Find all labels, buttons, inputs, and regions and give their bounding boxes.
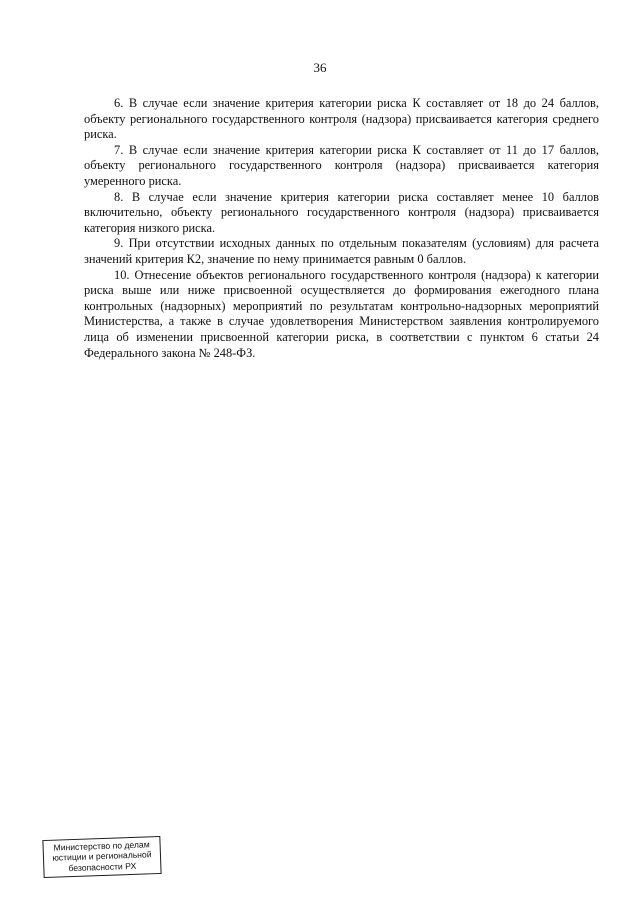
- stamp-line: безопасности РХ: [68, 860, 137, 873]
- document-body: [84, 96, 599, 361]
- paragraph-9: 9. При отсутствии исходных данных по отдельным показателям (условиям) для расчета значений критерия К2, значение по нему принимается равным 0 баллов.: [84, 236, 599, 266]
- paragraph-7: 7. В случае если значение критерия категории риска К составляет от 11 до 17 баллов, объекту регионального государственного контроля (надзора) присваивается категория умеренного риска.: [84, 142, 599, 188]
- paragraph-8: 8. В случае если значение критерия категории риска составляет менее 10 баллов включительно, объекту регионального государственного контроля (надзора) присваивается категория низкого риска.: [84, 189, 599, 235]
- stamp-line: юстиции и региональной: [52, 849, 152, 864]
- paragraph-6: 6. В случае если значение критерия категории риска К составляет от 18 до 24 баллов, объекту регионального государственного контроля (надзора) присваивается категория среднего риска.: [84, 96, 599, 142]
- ministry-stamp: [42, 836, 161, 878]
- page-number: 36: [313, 60, 327, 75]
- stamp-line: Министерство по делам: [53, 839, 150, 853]
- paragraph-10: 10. Отнесение объектов регионального государственного контроля (надзора) к категории риска выше или ниже присвоенной осуществляется до формирования ежегодного плана контрольных (надзорных) мероприятий по результатам контрольно-надзорных мероприятий Министерства, а также в случае удовлетворения Министерством заявления контролируемого лица об изменении присвоенной категории риска, в соответствии с пунктом 6 статьи 24 Федерального закона № 248-ФЗ.: [84, 267, 599, 360]
